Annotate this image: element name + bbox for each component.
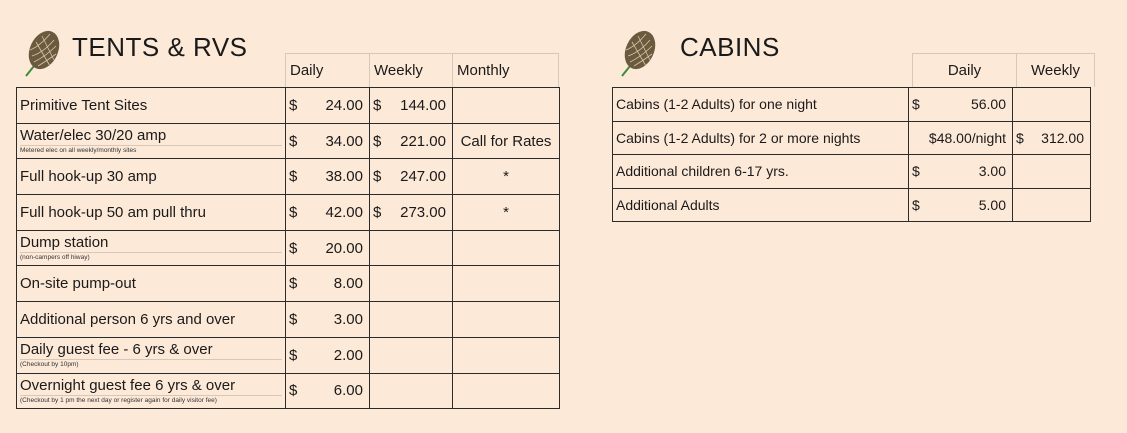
weekly-cell <box>370 337 453 373</box>
table-row <box>17 88 560 124</box>
tents-header <box>16 26 560 88</box>
item-note: Metered elec on all weekly/monthly sites <box>20 145 282 155</box>
col-header-daily: Daily <box>912 53 1016 87</box>
daily-cell <box>286 195 370 231</box>
currency-symbol: $ <box>1016 129 1024 146</box>
weekly-cell <box>370 88 453 124</box>
currency-symbol: $ <box>289 132 298 150</box>
currency-symbol: $ <box>373 96 382 114</box>
item-name: Additional person 6 yrs and over <box>20 310 236 328</box>
cabins-rates-table <box>612 87 1091 222</box>
item-name-cell <box>17 195 286 231</box>
item-name: Overnight guest fee 6 yrs & over <box>20 376 236 394</box>
table-row <box>17 373 560 409</box>
weekly-cell <box>370 195 453 231</box>
daily-cell <box>286 266 370 302</box>
daily-price <box>289 382 366 399</box>
weekly-amount: 221.00 <box>400 132 446 150</box>
daily-price <box>289 240 366 257</box>
item-name: Additional children 6-17 yrs. <box>613 155 909 189</box>
item-name-cell <box>17 337 286 373</box>
weekly-price <box>373 133 449 150</box>
weekly-cell <box>1013 121 1091 155</box>
daily-price <box>912 130 1009 146</box>
weekly-amount: 312.00 <box>1041 129 1084 146</box>
item-note: (Checkout by 10pm) <box>20 359 282 369</box>
daily-price <box>289 311 366 328</box>
item-name-cell <box>17 373 286 409</box>
daily-amount: 2.00 <box>333 346 363 364</box>
currency-symbol: $ <box>289 310 298 328</box>
daily-cell <box>909 155 1013 189</box>
weekly-cell <box>1013 188 1091 222</box>
currency-symbol: $ <box>289 239 298 257</box>
daily-amount: 5.00 <box>978 196 1006 213</box>
daily-amount: 6.00 <box>333 382 363 400</box>
currency-symbol: $ <box>289 275 298 293</box>
weekly-cell <box>370 373 453 409</box>
item-name: Water/elec 30/20 amp <box>20 126 167 144</box>
daily-amount: 3.00 <box>333 310 363 328</box>
daily-price <box>912 96 1009 112</box>
item-name: Cabins (1-2 Adults) for 2 or more nights <box>613 121 909 155</box>
daily-price <box>912 197 1009 213</box>
item-note: (Checkout by 1 pm the next day or register again for daily visitor fee) <box>20 395 282 405</box>
daily-amount: 3.00 <box>978 163 1006 180</box>
cabins-header <box>612 26 1091 88</box>
weekly-cell <box>1013 88 1091 122</box>
daily-cell <box>286 88 370 124</box>
daily-amount: 42.00 <box>325 203 363 221</box>
page-title: TENTS & RVS <box>72 32 248 62</box>
weekly-price <box>373 97 449 114</box>
item-name: Primitive Tent Sites <box>20 96 148 114</box>
item-name-cell <box>17 230 286 266</box>
monthly-cell <box>453 337 560 373</box>
weekly-amount: 247.00 <box>400 168 446 186</box>
col-header-weekly: Weekly <box>1016 53 1095 87</box>
currency-symbol: $ <box>289 382 298 400</box>
daily-amount: 8.00 <box>333 275 363 293</box>
weekly-amount: 144.00 <box>400 96 446 114</box>
table-row <box>613 88 1091 122</box>
daily-cell <box>286 373 370 409</box>
table-row <box>17 195 560 231</box>
item-note: (non-campers off hiway) <box>20 252 282 262</box>
daily-cell <box>286 337 370 373</box>
currency-symbol: $ <box>912 163 920 180</box>
currency-symbol: $ <box>289 96 298 114</box>
daily-price <box>289 275 366 292</box>
currency-symbol: $ <box>373 168 382 186</box>
weekly-cell <box>370 230 453 266</box>
daily-amount: 34.00 <box>325 132 363 150</box>
table-row <box>17 123 560 159</box>
daily-price <box>912 163 1009 179</box>
pinecone-icon <box>20 26 64 80</box>
weekly-price <box>1016 130 1087 146</box>
daily-price <box>289 133 366 150</box>
table-row <box>17 159 560 195</box>
daily-cell <box>909 188 1013 222</box>
daily-price <box>289 168 366 185</box>
currency-symbol: $ <box>289 203 298 221</box>
currency-symbol: $ <box>289 346 298 364</box>
currency-symbol: $ <box>373 132 382 150</box>
item-name: Full hook-up 50 am pull thru <box>20 203 206 221</box>
tents-rvs-section <box>16 26 560 409</box>
item-name-cell <box>17 302 286 338</box>
daily-cell <box>286 123 370 159</box>
monthly-cell: * <box>453 159 560 195</box>
table-row <box>613 155 1091 189</box>
monthly-cell <box>453 88 560 124</box>
col-header-monthly: Monthly <box>452 53 559 87</box>
weekly-amount: 273.00 <box>400 203 446 221</box>
item-name-cell <box>17 123 286 159</box>
tents-rates-table <box>16 87 560 409</box>
table-row <box>17 266 560 302</box>
daily-cell <box>286 159 370 195</box>
item-name: On-site pump-out <box>20 275 136 293</box>
item-name: Additional Adults <box>613 188 909 222</box>
currency-symbol: $ <box>912 96 920 113</box>
weekly-cell <box>370 266 453 302</box>
table-row <box>613 121 1091 155</box>
table-row <box>613 188 1091 222</box>
weekly-cell <box>370 123 453 159</box>
monthly-cell <box>453 230 560 266</box>
monthly-cell: Call for Rates <box>453 123 560 159</box>
weekly-price <box>373 204 449 221</box>
col-header-weekly: Weekly <box>369 53 452 87</box>
daily-cell <box>909 121 1013 155</box>
table-row <box>17 302 560 338</box>
currency-symbol: $ <box>912 196 920 213</box>
monthly-cell <box>453 266 560 302</box>
weekly-cell <box>370 302 453 338</box>
daily-amount: 24.00 <box>325 96 363 114</box>
item-name: Full hook-up 30 amp <box>20 168 157 186</box>
item-name-cell <box>17 266 286 302</box>
daily-price <box>289 97 366 114</box>
monthly-cell: * <box>453 195 560 231</box>
daily-cell <box>286 230 370 266</box>
item-name-cell <box>17 159 286 195</box>
currency-symbol: $ <box>289 168 298 186</box>
table-row <box>17 230 560 266</box>
monthly-cell <box>453 373 560 409</box>
weekly-cell <box>370 159 453 195</box>
daily-amount: 56.00 <box>970 96 1006 113</box>
daily-cell <box>286 302 370 338</box>
col-header-daily: Daily <box>285 53 369 87</box>
weekly-price <box>373 168 449 185</box>
item-name-cell <box>17 88 286 124</box>
daily-price <box>289 347 366 364</box>
daily-price <box>289 204 366 221</box>
cabins-section <box>612 26 1091 222</box>
daily-amount: $48.00/night <box>928 129 1006 146</box>
pinecone-icon <box>616 26 660 80</box>
daily-amount: 38.00 <box>325 168 363 186</box>
daily-cell <box>909 88 1013 122</box>
table-row <box>17 337 560 373</box>
item-name: Dump station <box>20 233 109 251</box>
item-name: Daily guest fee - 6 yrs & over <box>20 340 213 358</box>
cabins-title: CABINS <box>680 32 780 62</box>
weekly-cell <box>1013 155 1091 189</box>
currency-symbol: $ <box>373 203 382 221</box>
daily-amount: 20.00 <box>325 239 363 257</box>
monthly-cell <box>453 302 560 338</box>
item-name: Cabins (1-2 Adults) for one night <box>613 88 909 122</box>
